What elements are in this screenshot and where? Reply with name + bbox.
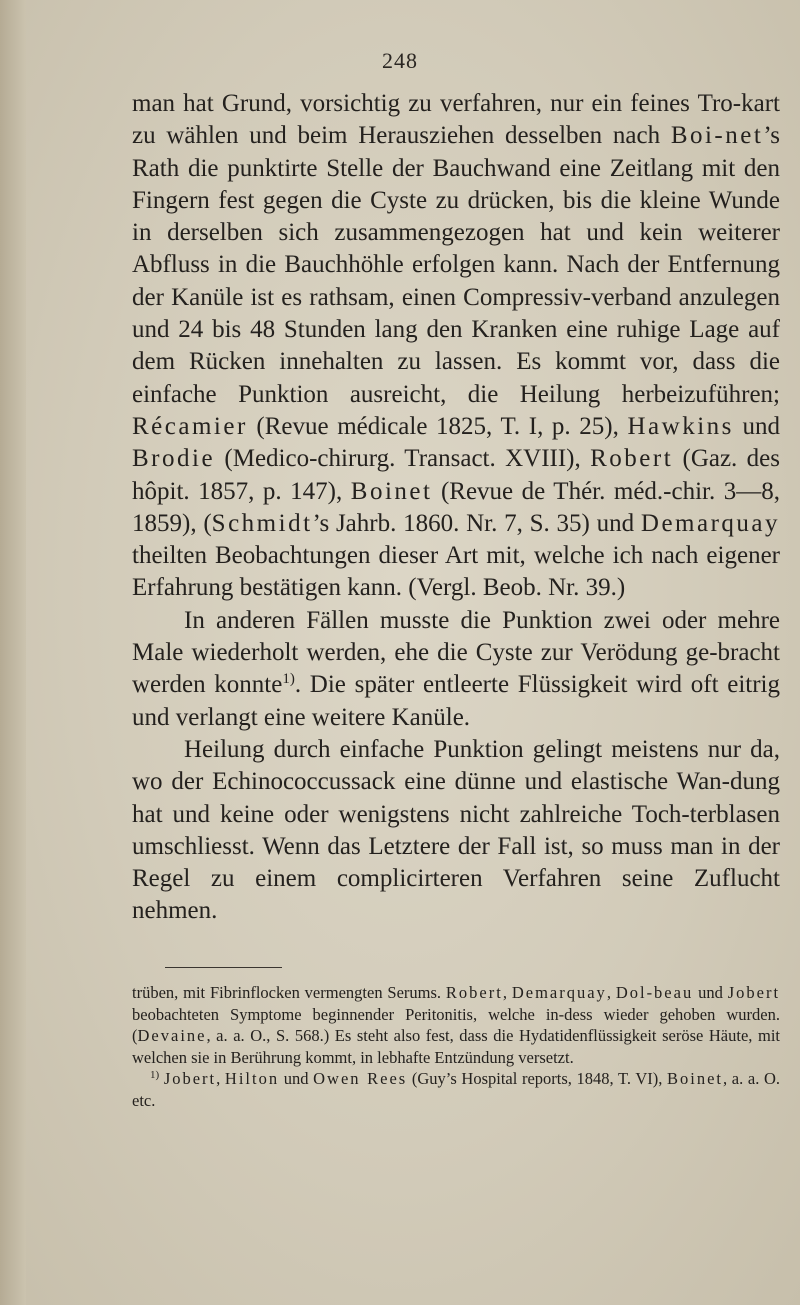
author-name: Jobert <box>727 983 781 1002</box>
text-run: ’s Jahrb. 1860. Nr. 7, S. 35) und <box>312 509 641 537</box>
page-number: 248 <box>382 48 418 73</box>
author-name: Boinet <box>350 477 433 505</box>
text-run: und <box>693 983 728 1002</box>
author-name: Boi-net <box>670 122 764 150</box>
author-name: Owen Rees <box>313 1069 408 1089</box>
author-name: Hawkins <box>627 412 734 440</box>
author-name: Dol-beau <box>615 983 694 1002</box>
author-name: Jobert <box>163 1069 217 1089</box>
text-run: man hat Grund, vorsichtig zu verfahren, nur ein feines Tro-kart zu wählen und beim Herausziehen desselben nach <box>132 90 780 150</box>
page-gutter-shadow <box>0 0 26 1305</box>
author-name: Robert <box>445 983 503 1002</box>
author-name: Robert <box>590 445 674 473</box>
author-name: Boinet <box>667 1069 724 1089</box>
footnote-marker: 1) <box>150 1069 160 1082</box>
text-run: und <box>279 1069 314 1089</box>
text-run: ’s Rath die punktirte Stelle der Bauchwand eine Zeitlang mit den Fingern fest gegen die Cyste zu drücken, bis die kleine Wunde in derselben sich zusammengezogen hat und kein weiterer Abfluss in die Bauchhöhle erfolgen kann. Nach der Entfernung der Kanüle ist es rathsam, einen Compressiv-verband anzulegen und 24 bis 48 Stunden lang den Kranken eine ruhige Lage auf dem Rücken innehalten zu lassen. Es kommt vor, dass die einfache Punktion ausreicht, die Heilung herbeizuführen; <box>132 122 780 408</box>
text-run: , a. a. O., S. 568.) Es steht also fest, dass die Hydatidenflüssigkeit seröse Häute, mit welchen sie in Berührung kommt, in lebhafte Entzündung versetzt. <box>132 1026 780 1067</box>
footnote-divider <box>165 967 282 968</box>
paragraph-3: Heilung durch einfache Punktion gelingt meistens nur da, wo der Echinococcussack eine dünne und elastische Wan-dung hat und keine oder wenigstens nicht zahlreiche Toch-terblasen umschliesst. Wenn das Letztere der Fall ist, so muss man in der Regel zu einem complicirteren Verfahren seine Zuflucht nehmen. <box>132 735 780 925</box>
author-name: Devaine <box>137 1026 207 1046</box>
text-run: . Die später entleerte Flüssigkeit wird oft eitrig und verlangt eine weitere Kanüle. <box>132 671 780 731</box>
text-run: (Medico-chirurg. Transact. XVIII), <box>215 445 591 473</box>
text-run: (Guy’s Hospital reports, 1848, T. VI), <box>407 1069 668 1089</box>
footnotes <box>132 982 780 1112</box>
author-name: Demarquay <box>511 983 607 1002</box>
paragraph-2 <box>132 605 780 734</box>
author-name: Hilton <box>224 1069 280 1089</box>
text-run: , <box>216 1069 225 1089</box>
text-run: (Revue de Thér. méd.-chir. 3—8, 1859), ( <box>132 477 780 537</box>
text-run: In anderen Fällen musste die Punktion zwei oder mehre Male wiederholt werden, ehe die Cyste zur Verödung ge-bracht werden konnte <box>132 606 780 699</box>
author-name: Brodie <box>132 445 216 473</box>
main-text <box>132 88 780 928</box>
text-run: trüben, mit Fibrinflocken vermengten Serums. <box>132 983 446 1002</box>
text-run: (Revue médicale 1825, T. I, p. 25), <box>247 412 628 440</box>
author-name: Demarquay <box>640 509 781 537</box>
footnote-1 <box>132 1068 780 1111</box>
paragraph-1 <box>132 88 780 605</box>
author-name: Schmidt <box>211 509 313 537</box>
text-run: (Gaz. des hôpit. 1857, p. 147), <box>132 445 780 505</box>
text-run: und <box>733 412 781 440</box>
text-run: , <box>502 983 512 1002</box>
footnote-reference: 1) <box>282 671 295 688</box>
author-name: Récamier <box>132 412 248 440</box>
text-run: , a. a. O. etc. <box>132 1069 780 1110</box>
text-run: theilten Beobachtungen dieser Art mit, welche ich nach eigener Erfahrung bestätigen kann. (Vergl. Beob. Nr. 39.) <box>132 542 780 602</box>
footnote-continuation <box>132 982 780 1068</box>
text-run: , <box>606 983 616 1002</box>
text-run: beobachteten Symptome beginnender Peritonitis, welche in-dess wieder gehoben wurden. ( <box>132 1004 780 1046</box>
